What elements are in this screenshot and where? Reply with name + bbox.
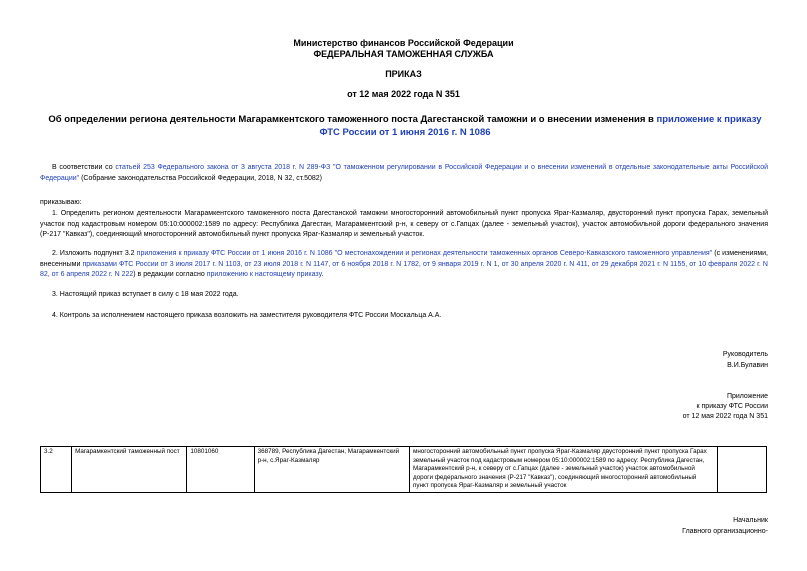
preamble: В соответствии со статьей 253 Федерального закона от 3 августа 2018 г. N 289-ФЗ "О таможенном регулировании в Российской Федерации и о внесении изменений в отдельные законодательные акты Российской Федерации" (Собрание законодательства Российской Федерации, 2018, N 32, ст.5082) [40, 164, 768, 182]
cell-code: 10801060 [187, 447, 254, 493]
service-name: ФЕДЕРАЛЬНАЯ ТАМОЖЕННАЯ СЛУЖБА [313, 49, 494, 59]
order-word: приказываю: [40, 199, 82, 206]
doc-date-number: от 12 мая 2022 года N 351 [347, 89, 460, 99]
appendix-table [40, 446, 767, 493]
item-2: 2. Изложить подпункт 3.2 приложения к приказу ФТС России от 1 июня 2016 г. N 1086 "О местонахождении и регионах деятельности таможенных органов Северо-Кавказского таможенного управления" (с изменениями, внесенными приказами ФТС России от 3 июля 2017 г. N 1103, от 23 июля 2018 г. N 1147, от 6 ноября 2018 г. N 1782, от 9 января 2019 г. N 1, от 30 апреля 2020 г. N 411, от 29 декабря 2021 г. N 1155, от 10 февраля 2022 г. N 82, от 6 апреля 2022 г. N 222) в редакции согласно приложению к настоящему приказу. [40, 250, 768, 278]
cell-empty [717, 447, 766, 493]
appendix-link[interactable]: приложению к настоящему приказу [206, 271, 322, 278]
cell-name: Магарамкентский таможенный пост [72, 447, 187, 493]
item-3: 3. Настоящий приказ вступает в силу с 18 мая 2022 года. [52, 291, 239, 298]
doc-title: Об определении региона деятельности Магарамкентского таможенного поста Дагестанской таможни и о внесении изменения в приложение к приказу ФТС России от 1 июня 2016 г. N 1086 [48, 114, 762, 138]
footer-dept: Главного организационно- [682, 528, 768, 535]
signature-position: Руководитель [722, 351, 768, 358]
law-link[interactable]: статьей 253 Федерального закона от 3 августа 2018 г. N 289-ФЗ "О таможенном регулировании в Российской Федерации и о внесении изменений в отдельные законодательные акты Российской Федерации" [40, 164, 768, 182]
ministry-name: Министерство финансов Российской Федерации [293, 38, 514, 48]
cell-num: 3.2 [41, 447, 72, 493]
appendix-ref: к приказу ФТС России [696, 403, 768, 410]
appendix-1086-link[interactable]: приложения к приказу ФТС России от 1 июня 2016 г. N 1086 "О местонахождении и регионах деятельности таможенных органов Северо-Кавказского таможенного управления" [136, 250, 713, 257]
item-1: 1. Определить регионом деятельности Магарамкентского таможенного поста Дагестанской таможни многосторонний автомобильный пункт пропуска Яраг-Казмаляр, двусторонний пункт пропуска Гарах, земельный участок под кадастровым номером 05:10:000002:1589 по адресу: Республика Дагестан, Магарамкентский р-н, к северу от с.Гапцах (далее - земельный участок), участок автомобильной дороги федерального значения (Р-217 "Кавказ"), соединяющий многосторонний автомобильный пункт пропуска Яраг-Казмаляр и земельный участок. [40, 210, 768, 238]
doc-type: ПРИКАЗ [385, 69, 422, 79]
amend-orders-link[interactable]: приказами ФТС России от 3 июля 2017 г. N 1103, от 23 июля 2018 г. N 1147, от 6 ноября 2018 г. N 1782, от 9 января 2019 г. N 1, от 30 апреля 2020 г. N 411, от 29 декабря 2021 г. N 1155, от 10 февраля 2022 г. N 82, от 6 апреля 2022 г. N 222 [40, 260, 768, 278]
signature-name: В.И.Булавин [727, 362, 768, 369]
cell-region: многосторонний автомобильный пункт пропуска Яраг-Казмаляр двусторонний пункт пропуска Гарах земельный участок под кадастровым номером 05:10:000002:1589 по адресу: Республика Дагестан, Магарамкентский р-н, к северу от с.Гапцах (далее - земельный участок) участок автомобильной дороги федерального значения (Р-217 "Кавказ"), соединяющий многосторонний автомобильный пункт пропуска Яраг-Казмаляр и земельный участок [409, 447, 717, 493]
cell-address: 368789, Республика Дагестан, Магарамкентский р-н, с.Яраг-Казмаляр [254, 447, 409, 493]
title-link[interactable]: приложение к приказу ФТС России от 1 июня 2016 г. N 1086 [319, 114, 762, 138]
appendix-title: Приложение [726, 393, 768, 400]
footer-position: Начальник [733, 517, 768, 524]
appendix-date: от 12 мая 2022 года N 351 [682, 413, 768, 420]
table-row [41, 447, 767, 493]
item-4: 4. Контроль за исполнением настоящего приказа возложить на заместителя руководителя ФТС России Москальца А.А. [52, 312, 442, 319]
